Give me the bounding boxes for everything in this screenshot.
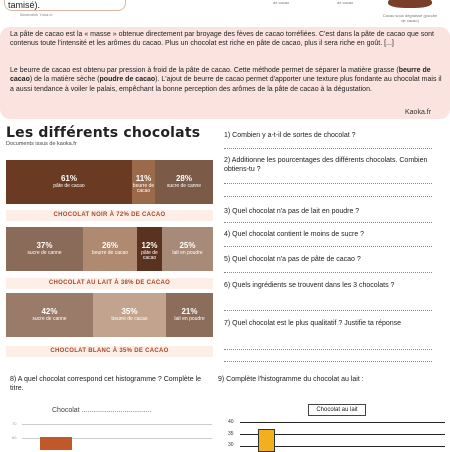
segment-ingredient: beurre de cacao (111, 316, 148, 322)
segment (83, 227, 137, 271)
segment (166, 293, 213, 337)
segment-percent: 26% (101, 241, 118, 250)
segment (162, 227, 213, 271)
segment-ingredient: lait en poudre (174, 316, 205, 322)
segment-percent: 12% (141, 241, 158, 250)
segment-percent: 37% (36, 241, 53, 250)
segment-percent: 61% (60, 174, 77, 183)
tick-label: 70 (12, 421, 17, 426)
segment-ingredient: sucre de canne (32, 316, 67, 322)
segment (132, 160, 155, 204)
intro-paragraph-1: La pâte de cacao est la « masse » obtenue directement par broyage des fèves de cacao torréfiées. C'est dans la pâte de cacao que sont contenus toute l'intensité et les arômes du cacao. Plus un chocolat est riche en pâte de cacao, plus il sera riche en goût. [...] (10, 31, 434, 48)
question-4: 4) Quel chocolat contient le moins de sucre ? (224, 231, 365, 238)
segment-ingredient: pâte de cacao (141, 250, 158, 261)
illustration-credit: Illustration Yuka.io (20, 12, 53, 17)
answer-line[interactable] (224, 310, 432, 311)
question-7: 7) Quel chocolat est le plus qualitatif ? Justifie ta réponse (224, 320, 402, 327)
question-3: 3) Quel chocolat n'a pas de lait en poudre ? (224, 208, 360, 215)
segment-ingredient: lait en poudre (172, 250, 203, 256)
white-chocolate-label: CHOCOLAT BLANC À 35% DE CACAO (6, 346, 213, 357)
cacao-powder-image (388, 0, 432, 8)
segment (155, 160, 213, 204)
segment-ingredient: beurre de cacao (132, 183, 155, 194)
segment (137, 227, 162, 271)
segment-ingredient: sucre de canne (27, 250, 62, 256)
question-6: 6) Quels ingrédients se trouvent dans les 3 chocolats ? (224, 282, 395, 289)
question-9: 9) Complète l'histogramme du chocolat au lait : (218, 376, 364, 383)
segment-ingredient: beurre de cacao (91, 250, 129, 256)
answer-line[interactable] (224, 361, 432, 362)
answer-line[interactable] (224, 148, 432, 149)
segment-percent: 21% (181, 307, 198, 316)
segment (6, 160, 132, 204)
question-5: 5) Quel chocolat n'a pas de pâte de cacao ? (224, 256, 361, 263)
segment-ingredient: sucre de canne (166, 183, 202, 189)
tick-label: 30 (228, 442, 234, 448)
tick-label: 40 (228, 419, 234, 425)
segment-percent: 28% (175, 174, 192, 183)
question-1: 1) Combien y a-t-il de sortes de chocolat ? (224, 132, 356, 139)
intro-source: Kaoka.fr (405, 109, 432, 116)
documents-source: Documents issus de kaoka.fr (6, 141, 77, 147)
answer-line[interactable] (224, 246, 432, 247)
section-title: Les différents chocolats (6, 125, 201, 141)
milk-chocolate-label: CHOCOLAT AU LAIT À 38% DE CACAO (6, 278, 213, 289)
segment (6, 293, 93, 337)
segment (6, 227, 83, 271)
tick-label: 60 (12, 435, 17, 440)
hist-left-title[interactable]: Chocolat .................................... (52, 407, 152, 414)
answer-line[interactable] (224, 272, 432, 273)
segment (93, 293, 166, 337)
hist-right-title: Chocolat au lait (308, 404, 366, 416)
segment-percent: 35% (121, 307, 138, 316)
small-label-1: de cacao (273, 0, 290, 5)
tick-label: 35 (228, 431, 234, 437)
dark-chocolate-bar (6, 160, 213, 204)
question-8: 8) A quel chocolat correspond cet histogramme ? Complète le titre. (10, 376, 202, 392)
segment-ingredient: pâte de cacao (53, 183, 85, 189)
segment-percent: 25% (179, 241, 196, 250)
answer-line[interactable] (224, 183, 432, 184)
answer-line[interactable] (224, 349, 432, 350)
segment-percent: 11% (135, 174, 152, 183)
answer-line[interactable] (224, 196, 432, 197)
answer-line[interactable] (224, 222, 432, 223)
gridline (240, 422, 445, 423)
hist-right-bar (258, 429, 275, 452)
small-label-2: de cacao (337, 0, 354, 5)
gridline (22, 424, 212, 425)
milk-chocolate-bar (6, 227, 213, 271)
segment-percent: 42% (41, 307, 58, 316)
cacao-caption: Cacao sous dégraissé (poudre de cacao) (382, 13, 438, 23)
question-2: 2) Additionne les pourcentages des différents chocolats. Combien obtiens-tu ? (224, 157, 428, 173)
white-chocolate-bar (6, 293, 213, 337)
tamise-text: tamisé). (8, 0, 41, 10)
hist-left-bar (40, 437, 72, 450)
intro-paragraph-2: Le beurre de cacao est obtenu par pression à froid de la pâte de cacao. Cette méthode permet de séparer la matière grasse (beurre de cacao) de la matière sèche (poudre de cacao). L'ajout de beurre de cacao permet d'apporter une texture plus fondante au chocolat mais il a aussi tendance à voiler le palais, empêchant la bonne perception des arômes de la pâte de cacao à la dégustation. (10, 67, 442, 93)
dark-chocolate-label: CHOCOLAT NOIR À 72% DE CACAO (6, 210, 213, 221)
